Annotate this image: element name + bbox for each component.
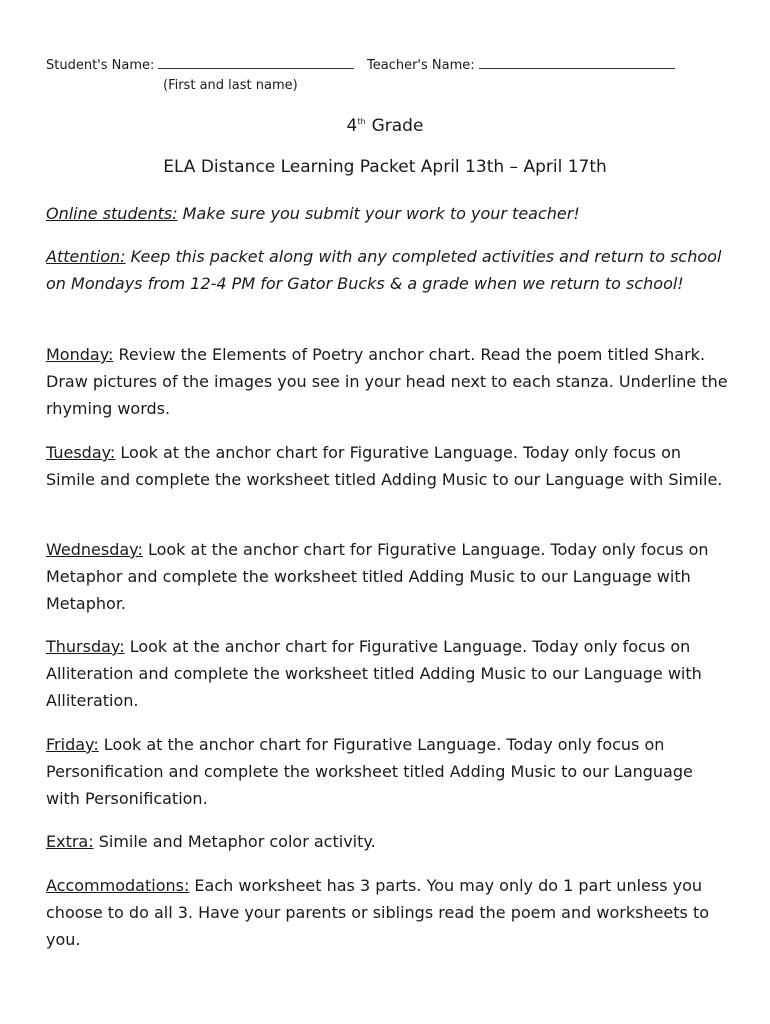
teacher-name-field[interactable] (367, 56, 675, 73)
friday-text: Look at the anchor chart for Figurative Language. Today only focus on Personification and complete the worksheet titled Adding Music to our Language with Personification. (46, 735, 693, 808)
accommodations-text: Each worksheet has 3 parts. You may only do 1 part unless you choose to do all 3. Have your parents or siblings read the poem and worksheets to you. (46, 876, 710, 949)
wednesday-label: Wednesday: (46, 540, 143, 559)
student-name-field[interactable] (46, 56, 354, 73)
attention-note (46, 243, 730, 297)
accommodations-note (46, 872, 730, 953)
thursday-text: Look at the anchor chart for Figurative Language. Today only focus on Alliteration and complete the worksheet titled Adding Music to our Language with Alliteration. (46, 637, 702, 710)
teacher-name-blank[interactable] (479, 56, 675, 69)
monday-label: Monday: (46, 345, 114, 364)
grade-word: Grade (371, 116, 424, 136)
extra-text: Simile and Metaphor color activity. (93, 832, 376, 851)
student-name-label: Student's Name: (46, 58, 155, 73)
accommodations-label: Accommodations: (46, 876, 190, 895)
teacher-name-label: Teacher's Name: (367, 58, 475, 73)
online-students-note (46, 200, 730, 227)
tuesday-assignment (46, 439, 730, 493)
wednesday-text: Look at the anchor chart for Figurative Language. Today only focus on Metaphor and complete the worksheet titled Adding Music to our Language with Metaphor. (46, 540, 709, 613)
thursday-label: Thursday: (46, 637, 125, 656)
attention-label: Attention: (46, 247, 126, 266)
student-name-blank[interactable] (158, 56, 354, 69)
grade-number: 4 (346, 116, 358, 136)
name-note: (First and last name) (163, 78, 298, 93)
tuesday-label: Tuesday: (46, 443, 116, 462)
extra-assignment (46, 828, 730, 855)
monday-assignment (46, 341, 730, 422)
grade-heading (0, 116, 770, 136)
monday-text: Review the Elements of Poetry anchor chart. Read the poem titled Shark. Draw pictures of the images you see in your head next to each stanza. Underline the rhyming words. (46, 345, 728, 418)
online-students-label: Online students: (46, 204, 178, 223)
grade-suffix: th (357, 117, 366, 127)
friday-label: Friday: (46, 735, 99, 754)
wednesday-assignment (46, 536, 730, 617)
extra-label: Extra: (46, 832, 94, 851)
attention-text: Keep this packet along with any completed activities and return to school on Mondays from 12-4 PM for Gator Bucks & a grade when we return to school! (46, 247, 722, 293)
tuesday-text: Look at the anchor chart for Figurative Language. Today only focus on Simile and complete the worksheet titled Adding Music to our Language with Simile. (46, 443, 723, 489)
friday-assignment (46, 731, 730, 812)
packet-title: ELA Distance Learning Packet April 13th – April 17th (163, 157, 607, 177)
thursday-assignment (46, 633, 730, 714)
online-students-text: Make sure you submit your work to your teacher! (177, 204, 580, 223)
